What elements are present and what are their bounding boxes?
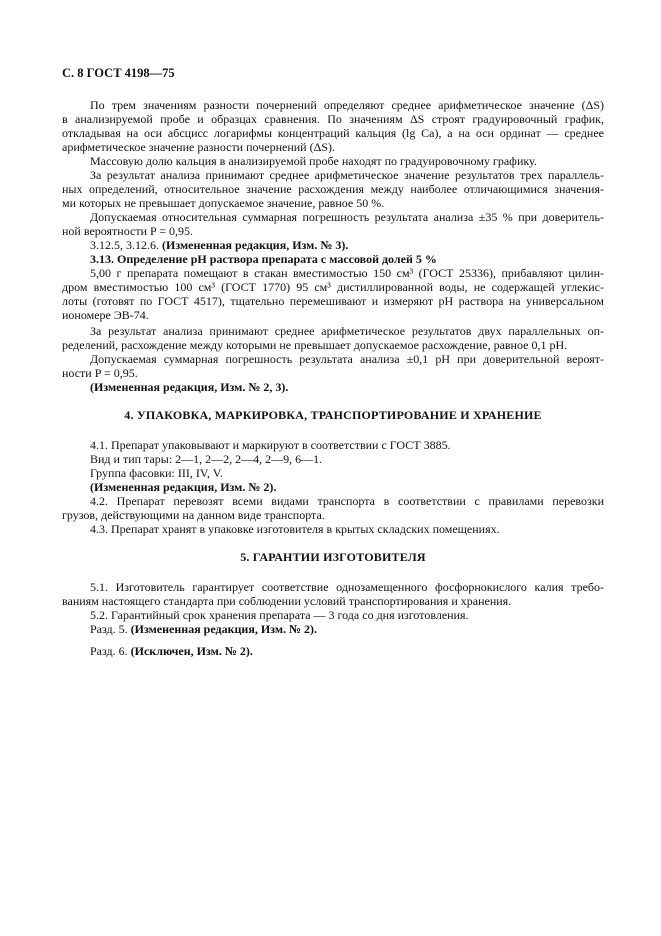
text-line: ности P = 0,95. [62,366,138,380]
text-line: лоты (готовят по ГОСТ 4517), тщательно перемешивают и измеряют pH раствора на универсальном [62,294,604,308]
section-heading: 5. ГАРАНТИИ ИЗГОТОВИТЕЛЯ [240,550,426,564]
text-line: ной вероятности P = 0,95. [62,224,194,238]
text-line: ми которых не превышает допускаемое значение, равное 50 %. [62,196,385,210]
text-line [62,252,604,266]
text-line: ваниям настоящего стандарта при соблюдении условий транспортирования и хранения. [62,594,512,608]
text-line: дром вместимостью 100 см³ (ГОСТ 1770) 95 см³ дистиллированной воды, не содержащей углекис- [62,280,604,294]
text-line [62,238,604,252]
paragraph [62,210,604,238]
paragraph [62,622,604,636]
text-line: арифметическое значение разности почернений (ΔS). [62,140,335,154]
paragraph [62,522,604,536]
paragraph [62,644,604,658]
paragraph [62,608,604,622]
text-line: 5.2. Гарантийный срок хранения препарата — 3 года со дня изготовления. [90,608,469,622]
text-line: ределений, расхождение между которыми не превышает допускаемое расхождение, равное 0,1 pH. [62,338,568,352]
text-line: 5,00 г препарата помещают в стакан вместимостью 150 см³ (ГОСТ 25336), прибавляют цилин- [90,266,604,280]
paragraph [62,438,604,452]
paragraph [62,452,604,466]
text-line: Массовую долю кальция в анализируемой пробе находят по градуировочному графику. [90,154,537,168]
paragraph [62,466,604,480]
text-line: 4.3. Препарат хранят в упаковке изготовителя в крытых складских помещениях. [90,522,500,536]
text-prefix: Разд. 6. [90,644,131,658]
text-line: Допускаемая относительная суммарная погрешность результата анализа ±35 % при доверитель- [90,210,604,224]
bold-text: 3.13. Определение pH раствора препарата с массовой долей 5 % [90,252,437,266]
paragraph [62,252,604,266]
page-header: С. 8 ГОСТ 4198—75 [62,66,175,80]
paragraph [62,380,604,394]
text-line [62,380,604,394]
text-line [62,622,604,636]
document-body [62,98,604,658]
text-line: откладывая на оси абсцисс логарифмы концентраций кальция (lg Ca), а на оси ординат — среднее [62,126,604,140]
text-line: За результат анализа принимают среднее арифметическое результатов двух параллельных оп- [90,324,604,338]
paragraph [62,168,604,210]
text-line: грузов, действующими на данном виде транспорта. [62,508,325,522]
bold-text: (Измененная редакция, Изм. № 2). [130,622,318,636]
bold-text: (Измененная редакция, Изм. № 3). [162,238,349,252]
paragraph [62,266,604,322]
paragraph [62,580,604,608]
section-heading: 4. УПАКОВКА, МАРКИРОВКА, ТРАНСПОРТИРОВАНИЕ И ХРАНЕНИЕ [124,408,542,422]
text-line: Вид и тип тары: 2—1, 2—2, 2—4, 2—9, 6—1. [90,452,323,466]
text-line: 5.1. Изготовитель гарантирует соответствие однозамещенного фосфорнокислого калия требо- [90,580,604,594]
paragraph [62,352,604,380]
text-line [62,480,604,494]
paragraph [62,494,604,522]
text-line: в анализируемой пробе и образцах сравнения. По значениям ΔS строят градуировочный график, [62,112,604,126]
paragraph [62,238,604,252]
paragraph [62,480,604,494]
text-line: 4.2. Препарат перевозят всеми видами транспорта в соответствии с правилами перевозки [90,494,604,508]
text-line: Допускаемая суммарная погрешность результата анализа ±0,1 pH при доверительной вероят- [90,352,604,366]
text-prefix: Разд. 5. [90,622,131,636]
text-line: иономере ЭВ-74. [62,308,149,322]
bold-text: (Измененная редакция, Изм. № 2). [90,480,277,494]
text-line: По трем значениям разности почернений определяют среднее арифметическое значение (ΔS) [90,98,604,112]
paragraph [62,324,604,352]
text-line: ных определений, относительное значение расхождения между наиболее отличающимися значения- [62,182,604,196]
paragraph [62,154,604,168]
text-line [62,644,604,658]
text-line: 4.1. Препарат упаковывают и маркируют в соответствии с ГОСТ 3885. [90,438,451,452]
text-line: Группа фасовки: III, IV, V. [90,466,223,480]
document-page [62,66,604,658]
bold-text: (Исключен, Изм. № 2). [130,644,253,658]
bold-text: (Измененная редакция, Изм. № 2, 3). [90,380,289,394]
text-prefix: 3.12.5, 3.12.6. [90,238,162,252]
text-line: За результат анализа принимают среднее арифметическое значение результатов трех параллель- [90,168,604,182]
paragraph [62,98,604,154]
